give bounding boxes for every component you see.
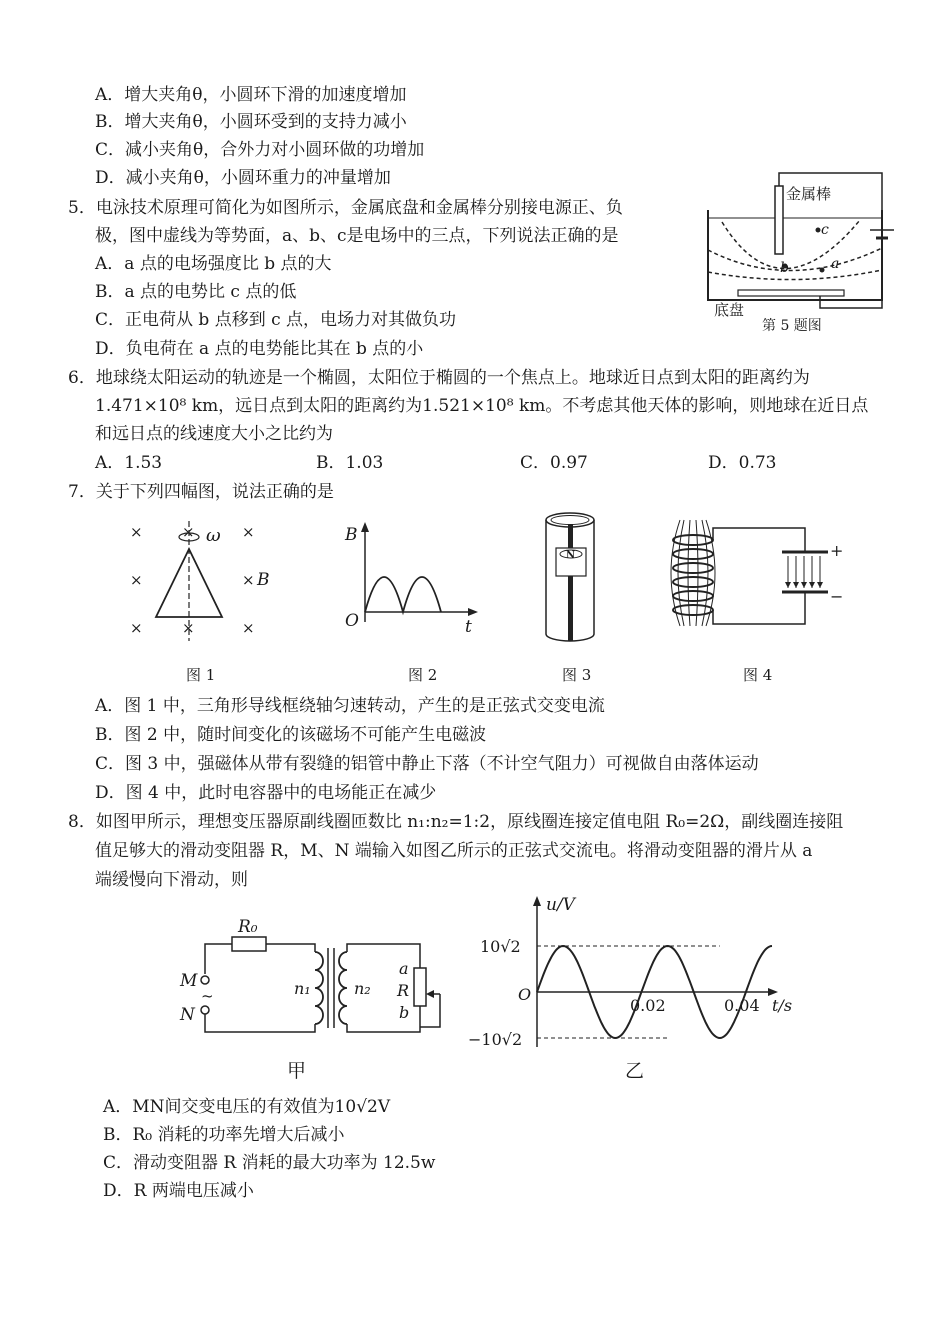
chart-x-tick-2: 0.04: [724, 996, 760, 1015]
svg-text:×: ×: [130, 571, 143, 589]
q4-option-d: D．减小夹角θ，小圆环重力的冲量增加: [95, 168, 391, 188]
chart-y-label: u/V: [546, 895, 575, 915]
q6-option-a: A．1.53: [95, 453, 163, 473]
chart-x-tick-1: 0.02: [630, 996, 666, 1015]
q7-fig1-b: B: [257, 570, 270, 590]
q8-jia-n: N: [180, 1005, 195, 1025]
chart-y-tick-max: 10√2: [480, 937, 521, 956]
q5-base-label: 底盘: [714, 301, 745, 319]
q5-point-a: a: [831, 256, 840, 272]
q8-jia-tilde: ~: [201, 987, 214, 1005]
q5-stem-line1: 5．电泳技术原理可简化为如图所示，金属底盘和金属棒分别接电源正、负: [68, 198, 623, 218]
q8-stem-line2: 值足够大的滑动变阻器 R，M、N 端输入如图乙所示的正弦式交流电。将滑动变阻器的滑片从 a: [95, 841, 813, 861]
q7-fig2-origin: O: [345, 611, 359, 631]
q7-fig4-caption: 图 4: [743, 666, 773, 684]
q7-option-d: D．图 4 中，此时电容器中的电场能正在减少: [95, 783, 437, 803]
q8-stem-line3: 端缓慢向下滑动，则: [95, 870, 248, 890]
q7-option-c: C．图 3 中，强磁体从带有裂缝的铝管中静止下落（不计空气阻力）可视做自由落体运动: [95, 754, 759, 774]
q6-stem-line1: 6．地球绕太阳运动的轨迹是一个椭圆，太阳位于椭圆的一个焦点上。地球近日点到太阳的距离约为: [68, 368, 810, 388]
chart-origin: O: [518, 985, 532, 1004]
q5-stem-line2: 极，图中虚线为等势面，a、b、c是电场中的三点，下列说法正确的是: [95, 226, 619, 246]
q8-voltage-chart-yi: [460, 892, 810, 1052]
q8-jia-n1: n₁: [294, 979, 311, 998]
q6-option-b: B．1.03: [316, 453, 384, 473]
q8-jia-r0: R₀: [238, 917, 258, 937]
q5-point-c: c: [821, 222, 829, 238]
q8-jia-a: a: [399, 959, 409, 978]
svg-text:×: ×: [242, 571, 255, 589]
q5-rod-label: 金属棒: [786, 185, 832, 203]
svg-text:×: ×: [242, 619, 255, 637]
q7-figure-2: [340, 520, 480, 635]
q7-fig2-x-label: t: [465, 617, 472, 637]
q7-fig3-magnet: N: [566, 550, 576, 561]
q7-fig2-y-label: B: [345, 525, 358, 545]
q8-jia-caption: 甲: [287, 1060, 307, 1082]
q4-option-a: A．增大夹角θ，小圆环下滑的加速度增加: [95, 85, 407, 105]
q8-jia-r: R: [397, 981, 410, 1000]
q7-fig3-caption: 图 3: [562, 666, 592, 684]
svg-text:×: ×: [242, 523, 255, 541]
q8-yi-caption: 乙: [625, 1060, 645, 1082]
q8-jia-b: b: [399, 1003, 410, 1022]
q7-figure-1: [120, 515, 290, 645]
q7-option-a: A．图 1 中，三角形导线框绕轴匀速转动，产生的是正弦式交变电流: [95, 696, 605, 716]
svg-text:×: ×: [182, 523, 195, 541]
q8-circuit-jia: [170, 912, 450, 1042]
q5-figure-caption: 第 5 题图: [762, 318, 822, 334]
q8-option-d: D．R 两端电压减小: [103, 1181, 254, 1201]
q5-option-b: B．a 点的电势比 c 点的低: [95, 282, 297, 302]
q4-option-b: B．增大夹角θ，小圆环受到的支持力减小: [95, 112, 407, 132]
q5-point-b: b: [780, 260, 789, 276]
q7-option-b: B．图 2 中，随时间变化的该磁场不可能产生电磁波: [95, 725, 487, 745]
q8-jia-n2: n₂: [354, 979, 371, 998]
q6-stem-line2: 1.471×10⁸ km，远日点到太阳的距离约为1.521×10⁸ km。不考虑其他天体的影响，则地球在近日点: [95, 396, 869, 416]
q5-option-d: D．负电荷在 a 点的电势能比其在 b 点的小: [95, 339, 424, 359]
chart-y-tick-min: −10√2: [468, 1030, 523, 1049]
q7-fig2-caption: 图 2: [408, 666, 438, 684]
q8-option-a: A．MN间交变电压的有效值为10√2V: [103, 1097, 391, 1117]
q4-option-c: C．减小夹角θ，合外力对小圆环做的功增加: [95, 140, 425, 160]
chart-x-label: t/s: [772, 996, 793, 1015]
q5-option-a: A．a 点的电场强度比 b 点的大: [95, 254, 332, 274]
q8-jia-m: M: [180, 971, 198, 991]
q8-option-c: C．滑动变阻器 R 消耗的最大功率为 12.5w: [103, 1153, 436, 1173]
q6-stem-line3: 和远日点的线速度大小之比约为: [95, 424, 333, 444]
q7-fig1-omega: ω: [206, 525, 221, 546]
q7-stem: 7．关于下列四幅图，说法正确的是: [68, 482, 334, 502]
svg-text:×: ×: [130, 523, 143, 541]
svg-text:×: ×: [182, 619, 195, 637]
q8-option-b: B．R₀ 消耗的功率先增大后减小: [103, 1125, 345, 1145]
q7-figure-4: [650, 518, 850, 633]
q8-stem-line1: 8．如图甲所示，理想变压器原副线圈匝数比 n₁:n₂=1:2，原线圈连接定值电阻 R₀=2Ω，副线圈连接阻: [68, 812, 844, 832]
q7-fig4-plus: +: [830, 541, 844, 560]
q6-option-c: C．0.97: [520, 453, 588, 473]
q5-option-c: C．正电荷从 b 点移到 c 点，电场力对其做负功: [95, 310, 457, 330]
q6-option-d: D．0.73: [708, 453, 777, 473]
svg-text:×: ×: [130, 619, 143, 637]
q7-fig1-caption: 图 1: [186, 666, 216, 684]
q5-electrophoresis-figure: [700, 168, 900, 338]
q7-figure-3: [540, 508, 600, 648]
q7-fig4-minus: −: [830, 587, 844, 606]
